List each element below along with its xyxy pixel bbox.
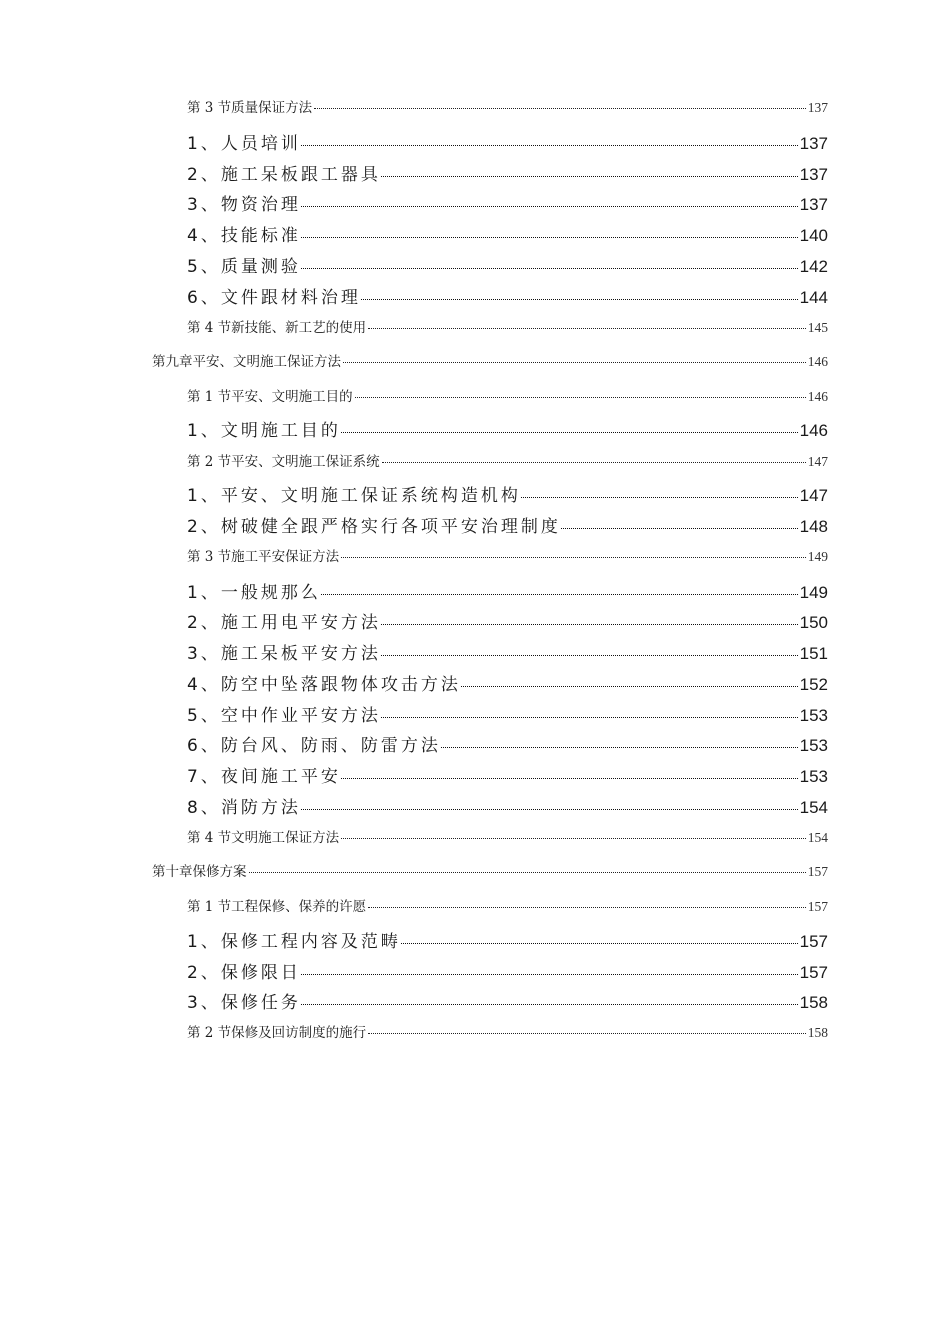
dot-leader <box>301 809 798 810</box>
toc-section[interactable] <box>187 385 828 405</box>
toc-item[interactable] <box>187 701 828 726</box>
dot-leader <box>321 594 798 595</box>
dot-leader <box>301 268 798 269</box>
dot-leader <box>301 145 798 146</box>
toc-item[interactable] <box>187 481 828 506</box>
toc-item[interactable] <box>187 988 828 1013</box>
toc-label: 第九章平安、文明施工保证方法 <box>152 354 341 370</box>
toc-item[interactable] <box>187 283 828 308</box>
toc-page-number: 153 <box>799 706 828 725</box>
toc-item[interactable] <box>187 927 828 952</box>
toc-label: 第 2 节平安、文明施工保证系统 <box>187 454 380 470</box>
dot-leader <box>301 237 798 238</box>
dot-leader <box>341 432 798 433</box>
toc-section[interactable] <box>187 316 828 336</box>
dot-leader <box>301 1004 798 1005</box>
toc-page-number: 157 <box>807 864 828 879</box>
toc-item[interactable] <box>187 608 828 633</box>
dot-leader <box>381 655 798 656</box>
toc-label: 2、施工呆板跟工器具 <box>187 165 381 185</box>
dot-leader <box>368 907 806 908</box>
toc-label: 4、防空中坠落跟物体攻击方法 <box>187 675 461 695</box>
toc-page-number: 142 <box>799 257 828 276</box>
toc-label: 3、保修任务 <box>187 993 301 1013</box>
toc-page-number: 157 <box>807 899 828 914</box>
toc-label: 第 3 节施工平安保证方法 <box>187 549 340 565</box>
dot-leader <box>301 974 798 975</box>
toc-page-number: 153 <box>799 736 828 755</box>
toc-label: 1、人员培训 <box>187 134 301 154</box>
toc-item[interactable] <box>187 762 828 787</box>
toc-label: 第十章保修方案 <box>152 864 247 880</box>
toc-label: 4、技能标准 <box>187 226 301 246</box>
toc-label: 1、文明施工目的 <box>187 421 341 441</box>
toc-label: 1、平安、文明施工保证系统构造机构 <box>187 486 521 506</box>
toc-page-number: 154 <box>799 798 828 817</box>
toc-page-number: 153 <box>799 767 828 786</box>
toc-label: 1、一般规那么 <box>187 583 321 603</box>
toc-chapter[interactable] <box>152 860 828 880</box>
toc-section[interactable] <box>187 545 828 565</box>
toc-page-number: 157 <box>799 932 828 951</box>
dot-leader <box>521 497 798 498</box>
dot-leader <box>382 462 806 463</box>
toc-chapter[interactable] <box>152 350 828 370</box>
dot-leader <box>355 397 806 398</box>
toc-label: 第 2 节保修及回访制度的施行 <box>187 1025 367 1041</box>
toc-label: 6、文件跟材料治理 <box>187 288 361 308</box>
dot-leader <box>441 747 798 748</box>
dot-leader <box>341 838 806 839</box>
toc-page-number: 146 <box>807 389 828 404</box>
toc-item[interactable] <box>187 639 828 664</box>
toc-label: 8、消防方法 <box>187 798 301 818</box>
dot-leader <box>461 686 798 687</box>
toc-page-number: 158 <box>799 993 828 1012</box>
toc-page-number: 149 <box>799 583 828 602</box>
toc-label: 2、树破健全跟严格实行各项平安治理制度 <box>187 517 561 537</box>
dot-leader <box>301 206 798 207</box>
toc-item[interactable] <box>187 190 828 215</box>
toc-page-number: 137 <box>799 195 828 214</box>
toc-item[interactable] <box>187 160 828 185</box>
dot-leader <box>401 943 798 944</box>
toc-page-number: 147 <box>799 486 828 505</box>
toc-item[interactable] <box>187 252 828 277</box>
toc-item[interactable] <box>187 512 828 537</box>
toc-page-number: 157 <box>799 963 828 982</box>
toc-page-number: 152 <box>799 675 828 694</box>
toc-label: 2、施工用电平安方法 <box>187 613 381 633</box>
toc-page-number: 137 <box>799 165 828 184</box>
toc-label: 第 4 节新技能、新工艺的使用 <box>187 320 367 336</box>
toc-label: 3、施工呆板平安方法 <box>187 644 381 664</box>
toc-label: 6、防台风、防雨、防雷方法 <box>187 736 441 756</box>
toc-page-number: 151 <box>799 644 828 663</box>
dot-leader <box>343 362 806 363</box>
toc-page-number: 149 <box>807 549 828 564</box>
toc-section[interactable] <box>187 826 828 846</box>
toc-page-number: 146 <box>807 354 828 369</box>
toc-section[interactable] <box>187 96 828 116</box>
toc-label: 第 1 节平安、文明施工目的 <box>187 389 353 405</box>
toc-label: 3、物资治理 <box>187 195 301 215</box>
toc-section[interactable] <box>187 895 828 915</box>
toc-section[interactable] <box>187 450 828 470</box>
dot-leader <box>381 717 798 718</box>
toc-item[interactable] <box>187 416 828 441</box>
toc-item[interactable] <box>187 129 828 154</box>
toc-label: 2、保修限日 <box>187 963 301 983</box>
toc-label: 第 4 节文明施工保证方法 <box>187 830 340 846</box>
toc-page-number: 137 <box>799 134 828 153</box>
toc-page-number: 147 <box>807 454 828 469</box>
toc-item[interactable] <box>187 958 828 983</box>
toc-label: 第 1 节工程保修、保养的许愿 <box>187 899 367 915</box>
dot-leader <box>341 778 798 779</box>
toc-label: 第 3 节质量保证方法 <box>187 100 313 116</box>
toc-page-number: 140 <box>799 226 828 245</box>
dot-leader <box>249 872 806 873</box>
dot-leader <box>341 557 806 558</box>
toc-label: 1、保修工程内容及范畴 <box>187 932 401 952</box>
toc-label: 7、夜间施工平安 <box>187 767 341 787</box>
dot-leader <box>381 624 798 625</box>
toc-page-number: 144 <box>799 288 828 307</box>
toc-page-number: 145 <box>807 320 828 335</box>
dot-leader <box>361 299 798 300</box>
dot-leader <box>381 176 798 177</box>
toc-page-number: 146 <box>799 421 828 440</box>
toc-page-number: 158 <box>807 1025 828 1040</box>
toc-page-number: 154 <box>807 830 828 845</box>
toc-item[interactable] <box>187 670 828 695</box>
toc-item[interactable] <box>187 221 828 246</box>
toc-page-number: 148 <box>799 517 828 536</box>
dot-leader <box>561 528 798 529</box>
dot-leader <box>368 1033 806 1034</box>
dot-leader <box>368 328 806 329</box>
toc-item[interactable] <box>187 793 828 818</box>
toc-section[interactable] <box>187 1021 828 1041</box>
toc-item[interactable] <box>187 578 828 603</box>
toc-page-number: 150 <box>799 613 828 632</box>
toc-label: 5、质量测验 <box>187 257 301 277</box>
toc-label: 5、空中作业平安方法 <box>187 706 381 726</box>
dot-leader <box>314 108 806 109</box>
toc-page-number: 137 <box>807 100 828 115</box>
toc-item[interactable] <box>187 731 828 756</box>
